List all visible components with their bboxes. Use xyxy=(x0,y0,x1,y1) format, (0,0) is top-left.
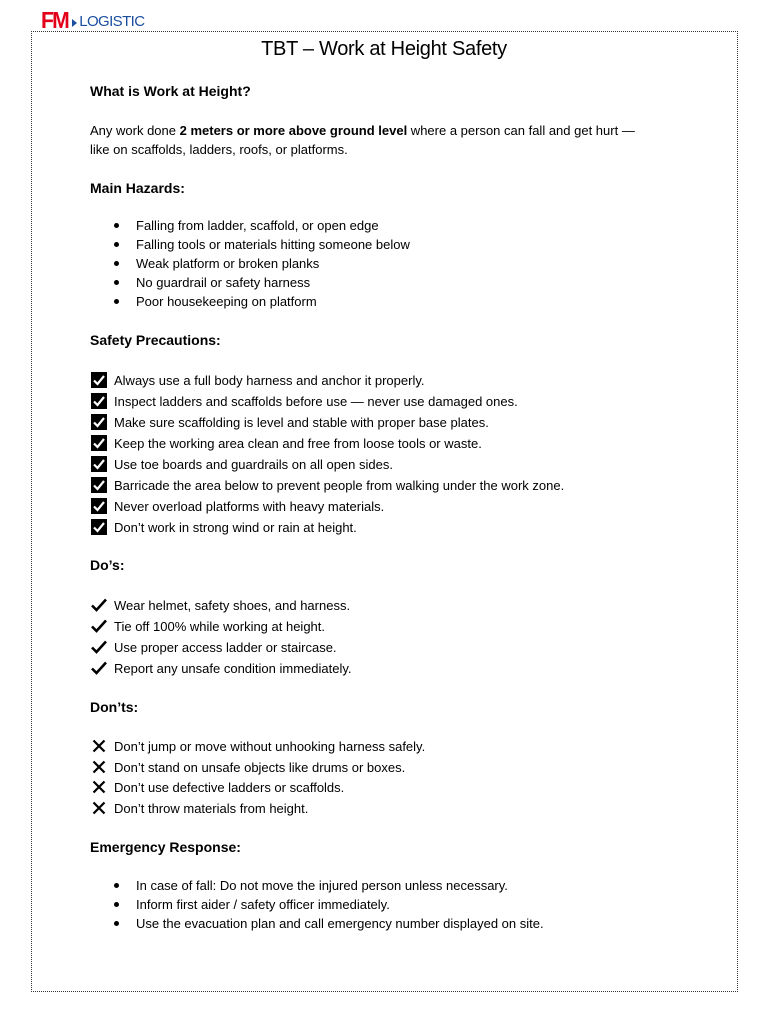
do-item: Tie off 100% while working at height. xyxy=(114,619,326,634)
section-heading-precautions: Safety Precautions: xyxy=(90,332,221,348)
checkbox-checked-icon xyxy=(90,413,108,431)
precaution-item: Never overload platforms with heavy materials. xyxy=(114,499,385,514)
checkmark-icon xyxy=(90,638,108,656)
section-heading-what: What is Work at Height? xyxy=(90,83,251,99)
checkmark-icon xyxy=(90,596,108,614)
bullet-icon xyxy=(114,280,119,285)
checkbox-checked-icon xyxy=(90,518,108,536)
cross-icon xyxy=(90,737,108,755)
what-paragraph xyxy=(90,121,690,159)
emergency-item: Inform first aider / safety officer immediately. xyxy=(136,897,390,912)
checkbox-checked-icon xyxy=(90,497,108,515)
checkbox-checked-icon xyxy=(90,455,108,473)
section-heading-dos: Do’s: xyxy=(90,557,125,573)
hazard-item: Falling from ladder, scaffold, or open edge xyxy=(136,218,379,233)
section-heading-emergency: Emergency Response: xyxy=(90,839,241,855)
cross-icon xyxy=(90,758,108,776)
precaution-item: Use toe boards and guardrails on all open sides. xyxy=(114,457,393,472)
bullet-icon xyxy=(114,902,119,907)
cross-icon xyxy=(90,799,108,817)
logo-name: LOGISTIC xyxy=(79,13,145,30)
section-heading-hazards: Main Hazards: xyxy=(90,180,185,196)
dont-item: Don’t use defective ladders or scaffolds. xyxy=(114,780,345,795)
dont-item: Don’t stand on unsafe objects like drums or boxes. xyxy=(114,760,406,775)
checkbox-checked-icon xyxy=(90,392,108,410)
do-item: Wear helmet, safety shoes, and harness. xyxy=(114,598,351,613)
do-item: Use proper access ladder or staircase. xyxy=(114,640,337,655)
what-text-line2: like on scaffolds, ladders, roofs, or platforms. xyxy=(90,142,348,157)
checkmark-icon xyxy=(90,659,108,677)
checkmark-icon xyxy=(90,617,108,635)
logo-fm: FM xyxy=(41,7,68,33)
checkbox-checked-icon xyxy=(90,371,108,389)
dont-item: Don’t jump or move without unhooking harness safely. xyxy=(114,739,426,754)
precaution-item: Don’t work in strong wind or rain at height. xyxy=(114,520,357,535)
bullet-icon xyxy=(114,242,119,247)
precaution-item: Always use a full body harness and anchor it properly. xyxy=(114,373,425,388)
what-text-prefix: Any work done xyxy=(90,123,180,138)
section-heading-donts: Don’ts: xyxy=(90,699,139,715)
page-title: TBT – Work at Height Safety xyxy=(261,38,507,60)
bullet-icon xyxy=(114,883,119,888)
emergency-item: Use the evacuation plan and call emergency number displayed on site. xyxy=(136,916,544,931)
company-logo xyxy=(41,8,144,32)
what-text-suffix: where a person can fall and get hurt — xyxy=(407,123,635,138)
checkbox-checked-icon xyxy=(90,434,108,452)
hazard-item: No guardrail or safety harness xyxy=(136,275,311,290)
bullet-icon xyxy=(114,921,119,926)
hazard-item: Weak platform or broken planks xyxy=(136,256,320,271)
what-text-bold: 2 meters or more above ground level xyxy=(179,123,408,138)
dont-item: Don’t throw materials from height. xyxy=(114,801,309,816)
checkbox-checked-icon xyxy=(90,476,108,494)
bullet-icon xyxy=(114,223,119,228)
cross-icon xyxy=(90,778,108,796)
precaution-item: Keep the working area clean and free from loose tools or waste. xyxy=(114,436,482,451)
hazard-item: Poor housekeeping on platform xyxy=(136,294,317,309)
bullet-icon xyxy=(114,261,119,266)
bullet-icon xyxy=(114,299,119,304)
hazard-item: Falling tools or materials hitting someone below xyxy=(136,237,410,252)
precaution-item: Barricade the area below to prevent people from walking under the work zone. xyxy=(114,478,565,493)
precaution-item: Make sure scaffolding is level and stable with proper base plates. xyxy=(114,415,489,430)
emergency-item: In case of fall: Do not move the injured person unless necessary. xyxy=(136,878,508,893)
do-item: Report any unsafe condition immediately. xyxy=(114,661,352,676)
logo-arrow-icon xyxy=(72,19,77,27)
precaution-item: Inspect ladders and scaffolds before use — never use damaged ones. xyxy=(114,394,518,409)
